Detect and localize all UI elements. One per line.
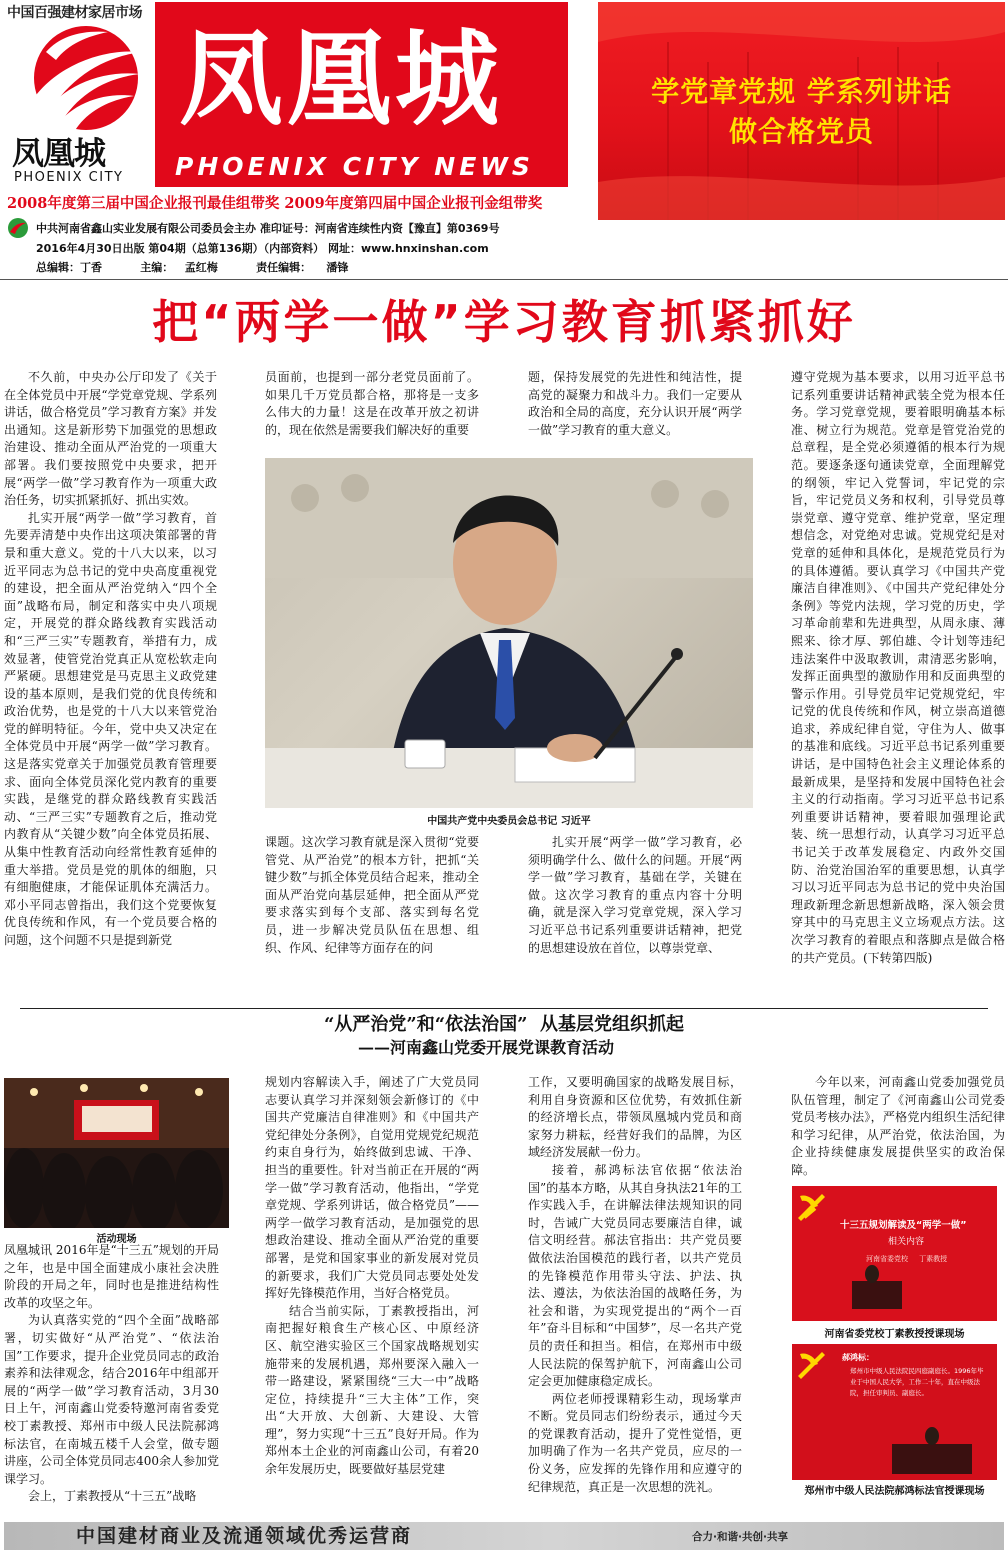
lecture1-caption: 河南省委党校丁素教授授课现场 [824, 1329, 965, 1340]
article2-col1-para: 会上，丁素教授从“十三五”战略 [28, 1489, 197, 1504]
speaker-figure-icon [265, 458, 753, 808]
article1-col4-text: 遵守党规为基本要求，以用习近平总书记系列重要讲话精神武装全党为根本任务。学习党章党规，要着眼明确基本标准、树立行为规范。党章是管党治党的总章程，是全党必须遵循的根本行为规范。要逐条逐句通读党章，全面理解党的纲领，牢记入党誓词，牢记党的宗旨，牢记党员义务和权利，引导党员尊崇党章、遵守党章、维护党章，坚定理想信念，对党绝对忠诚。党规党纪是对党章的延伸和具体化，是规范党员行为的具体遵循。要认真学习《中国共产党廉洁自律准则》、《中国共产党纪律处分条例》等党内法规，学习党的历史，学习革命前辈和先进典型，从周永康、薄熙来、徐才厚、郭伯雄、令计划等违纪违法案件中汲取教训，肃清恶劣影响，发挥正面典型的激励作用和反面典型的警示作用。引导党员牢记党规党纪，牢记党的优良传统和作风，树立崇高道德追求，养成纪律自觉，守住为人、做事的基准和底线。习近平总书记系列重要讲话，是中国特色社会主义理论体系的最新成果，是坚持和发展中国特色社会主义的行动指南。学习习近平总书记系列重要讲话精神，要着眼加强理论武装、统一思想行动，认真学习习近平总书记关于改革发展稳定、内政外交国防、治党治国治军的重要思想，认真学习以习近平同志为总书记的党中央治国理政新理念新思想新战略，深入领会贯穿其中的马克思主义立场观点方法。这次学习教育的着眼点和落脚点是做合格的共产党员。(下转第四版) [791, 370, 1005, 965]
logo-en: PHOENIX CITY [14, 170, 124, 185]
lecture2-screen-name: 郝鸿标： [842, 1353, 874, 1362]
article2-col3-para: 接着，郝鸿标法官依据“依法治国”的基本方略，从其自身执法21年的工作实践入手，在讲解法律法规知识的同时，告诫广大党员同志要廉洁自律，诚信文明经营。郝法官指出：共产党员要做依法治国模范的践行者，以共产党员的先锋模范作用带头守法、护法、执法、遵法，为依法治国的战略任务，为社会和谐，为实现党提出的“两个一百年”奋斗目标和“中国梦”，尽一名共产党员的责任和担当。相信，在郑州市中级人民法院的保驾护航下，河南鑫山公司定会更加健康稳定成长。 [528, 1162, 742, 1389]
article1-col2-top-text: 员面前，也提到一部分老党员面前了。如果几千万党员都合格，那将是一支多么伟大的力量！这是在改革开放之初讲的，现在依然是需要我们解决好的重要 [265, 370, 479, 437]
article2-col4-text: 今年以来，河南鑫山党委加强党员队伍管理，制定了《河南鑫山公司党委党员考核办法》，严格党内组织生活纪律和学习纪律，从严治党，依法治国，为企业持续健康发展提供坚实的政治保障。 [791, 1075, 1005, 1177]
article2-col2-para: 规划内容解读入手，阐述了广大党员同志要认真学习并深刻领会新修订的《中国共产党廉洁自律准则》和《中国共产党纪律处分条例》，自觉用党规党纪规范约束自身行为，始终做到忠诚、干净、担当的重要性。针对当前正在开展的“两学一做”学习教育活动，他指出，“学党章党规、学系列讲话，做合格党员”——两学一做学习教育活动，是加强党的思想政治建设、推动全面从严治党的重要部署，是党和国家事业的新发展对党员的新要求，我们广大党员同志要处处发挥好先锋模范作用，当好合格党员。 [265, 1075, 479, 1301]
editors-line: 总编辑：丁香 主编： 孟红梅 责任编辑： 潘锋 [36, 261, 349, 274]
auditorium-scene-icon [4, 1078, 229, 1228]
info-line1: 中共河南省鑫山实业发展有限公司委员会主办 准印证号：河南省连续性内资【豫直】第0369号 [36, 222, 500, 235]
lecture2-caption: 郑州市中级人民法院郝鸿标法官授课现场 [804, 1486, 985, 1497]
article2-col1 [4, 1242, 219, 1517]
banner-line2: 做合格党员 [728, 115, 874, 148]
small-logo-icon [7, 217, 29, 239]
article1-col3-top-text: 题，保持发展党的先进性和纯洁性，提高党的凝聚力和战斗力。我们一定要从政治和全局的高度，充分认识开展“两学一做”学习教育的重大意义。 [528, 370, 742, 437]
portrait-photo [265, 458, 753, 808]
title-en: PHOENIX CITY NEWS [175, 152, 534, 181]
article1-col1-para: 扎实开展“两学一做”学习教育，首先要弄清楚中央作出这项决策部署的背景和重大意义。党的十八大以来，以习近平同志为总书记的党中央高度重视党的建设，把全面从严治党纳入“四个全面”战略布局，制定和落实中央八项规定，开展党的群众路线教育实践活动和“三严三实”专题教育，举措有力，成效显著，使管党治党真正从宽松软走向严紧硬。思想建党是马克思主义政党建设的基本原则，是我们党的优良传统和政治优势，也是党的十八大以来管党治党的鲜明特征。今年，党中央又决定在全体党员中开展“两学一做”学习教育。这是落实党章关于加强党员教育管理要求、面向全体党员深化党内教育的重要实践，是继党的群众路线教育实践活动、“三严三实”专题教育之后，推动党内教育从“关键少数”向全体党员拓展、从集中性教育活动向经常性教育延伸的重大举措。党员是党的肌体的细胞，只有细胞健康，才能保证肌体充满活力。邓小平同志曾指出，我们这个党要恢复优良传统和作风，有一个党员要合格的问题，这个问题不只是提到新党 [4, 510, 217, 947]
article1-col1-para: 不久前，中央办公厅印发了《关于在全体党员中开展“学党章党规、学系列讲话，做合格党员”学习教育方案》并发出通知。这是新形势下加强党的思想政治建设、推动全面从严治党的一项重大部署。我们要按照党中央要求，把开展“两学一做”学习教育作为一项重大政治任务，切实抓紧抓好、抓出实效。 [4, 370, 217, 508]
lecture2-screen-text: 郑州市中级人民法院民四庭副庭长。1996年毕业于中国人民大学，工作二十年，直在中级法院，担任审判员、副庭长。 [850, 1367, 984, 1397]
article2-col3 [528, 1074, 742, 1519]
article1-col1 [4, 369, 217, 984]
masthead [0, 0, 1008, 280]
article1-col4 [791, 369, 1005, 994]
info-line2: 2016年4月30日出版 第04期（总第136期）（内部资料） 网址：www.hnxinshan.com [36, 242, 489, 255]
article2-col2-para: 结合当前实际，丁素教授指出，河南把握好粮食生产核心区、中原经济区、航空港实验区三个国家战略规划实施带来的发展机遇，郑州要深入融入一带一路建设，紧紧围绕“三大一中”战略定位，持续提升“三大主体”工作，突出“大开放、大创新、大建设、大管理”，努力实现“十三五”良好开局。作为郑州本土企业的河南鑫山公司，有着20余年发展历史，既要做好基层党建 [265, 1303, 479, 1477]
article2-subtitle: ——河南鑫山党委开展党课教育活动 [358, 1038, 615, 1057]
lecture-photo-1 [792, 1186, 997, 1321]
article1-col3-bottom-text: 扎实开展“两学一做”学习教育，必须明确学什么、做什么的问题。开展“两学一做”学习教育，基础在学，关键在做。这次学习教育的重点内容十分明确，就是深入学习党章党规，深入学习习近平总书记系列重要讲话精神，把党的思想建设放在首位，以尊崇党章、 [528, 835, 742, 955]
activity-photo [4, 1078, 229, 1228]
activity-photo-caption: 活动现场 [96, 1234, 137, 1245]
logo [8, 20, 153, 188]
portrait-caption: 中国共产党中央委员会总书记 习近平 [427, 816, 591, 827]
awards-line: 2008年度第三届中国企业报刊最佳组带奖 2009年度第四届中国企业报刊金组带奖 [7, 195, 543, 212]
article1-col2-bottom-text: 课题。这次学习教育就是深入贯彻“党要管党、从严治党”的根本方针，把抓“关键少数”与抓全体党员结合起来，推动全面从严治党向基层延伸，把全面从严党要求落实到每个支部、落实到每名党员，进一步解决党员队伍在思想、组织、作风、纪律等方面存在的问 [265, 835, 479, 955]
footer-slogan: 中国建材商业及流通领域优秀运营商 [76, 1525, 413, 1547]
theme-banner [598, 2, 1005, 220]
article1-col3-top [528, 369, 742, 441]
lecture1-screen-title: 十三五规划解读及“两学一做” [840, 1220, 967, 1231]
article2-col3-para: 工作，又要明确国家的战略发展目标，利用自身资源和区位优势，有效抓住新的经济增长点，带领凤凰城内党员和商家努力耕耘，经营好我们的品牌，为区域经济发展献一份力。 [528, 1075, 742, 1160]
article2-col4 [791, 1074, 1005, 1184]
top-tag: 中国百强建材家居市场 [7, 5, 142, 21]
lecture1-screen-speaker: 河南省委党校 丁素教授 [866, 1255, 948, 1263]
banner-line1: 学党章党规 学系列讲话 [651, 75, 952, 108]
article2-title: “从严治党”和“依法治国” 从基层党组织抓起 [324, 1014, 684, 1035]
article1-col2-top [265, 369, 479, 441]
phoenix-logo-icon [12, 22, 152, 140]
article2-col1-para: 为认真落实党的“四个全面”战略部署，切实做好“从严治党”、“依法治国”工作要求，提升企业党员同志的政治素养和法律观念，结合2016年中组部开展的“两学一做”学习教育活动，3月30日上午，河南鑫山党委特邀河南省委党校丁素教授、郑州市中级人民法院郝鸿标法官，在南城五楼千人会堂，做专题讲座，公司全体党员同志400余人参加党课学习。 [4, 1313, 219, 1486]
article2-col1-para: 凤凰城讯 2016年是“十三五”规划的开局之年，也是中国全面建成小康社会决胜阶段的开局之年，同时也是推进结构性改革的攻坚之年。 [4, 1243, 219, 1310]
article2-col2 [265, 1074, 479, 1519]
logo-cn: 凤凰城 [12, 134, 106, 172]
title-cn: 凤凰城 [179, 18, 504, 140]
lecture1-screen-sub: 相关内容 [888, 1237, 925, 1247]
footer-motto: 合力·和谐·共创·共享 [692, 1531, 788, 1543]
article1-col2-bottom [265, 834, 479, 994]
article2-col3-para: 两位老师授课精彩生动，现场掌声不断。党员同志们纷纷表示，通过今天的党课教育活动，提升了党性觉悟，更加明确了作为一名共产党员，应尽的一份义务，应发挥的先锋作用和应遵守的纪律规范，真正是一次思想的洗礼。 [528, 1391, 742, 1494]
lecture-photo-2 [792, 1344, 997, 1480]
article1-col3-bottom [528, 834, 742, 994]
masthead-divider [0, 279, 1008, 280]
title-block [155, 2, 568, 187]
section-divider [20, 1008, 988, 1009]
main-headline: 把“两学一做”学习教育抓紧抓好 [152, 295, 856, 349]
party-emblem-icon [792, 1344, 997, 1480]
footer-bar [4, 1522, 1004, 1550]
